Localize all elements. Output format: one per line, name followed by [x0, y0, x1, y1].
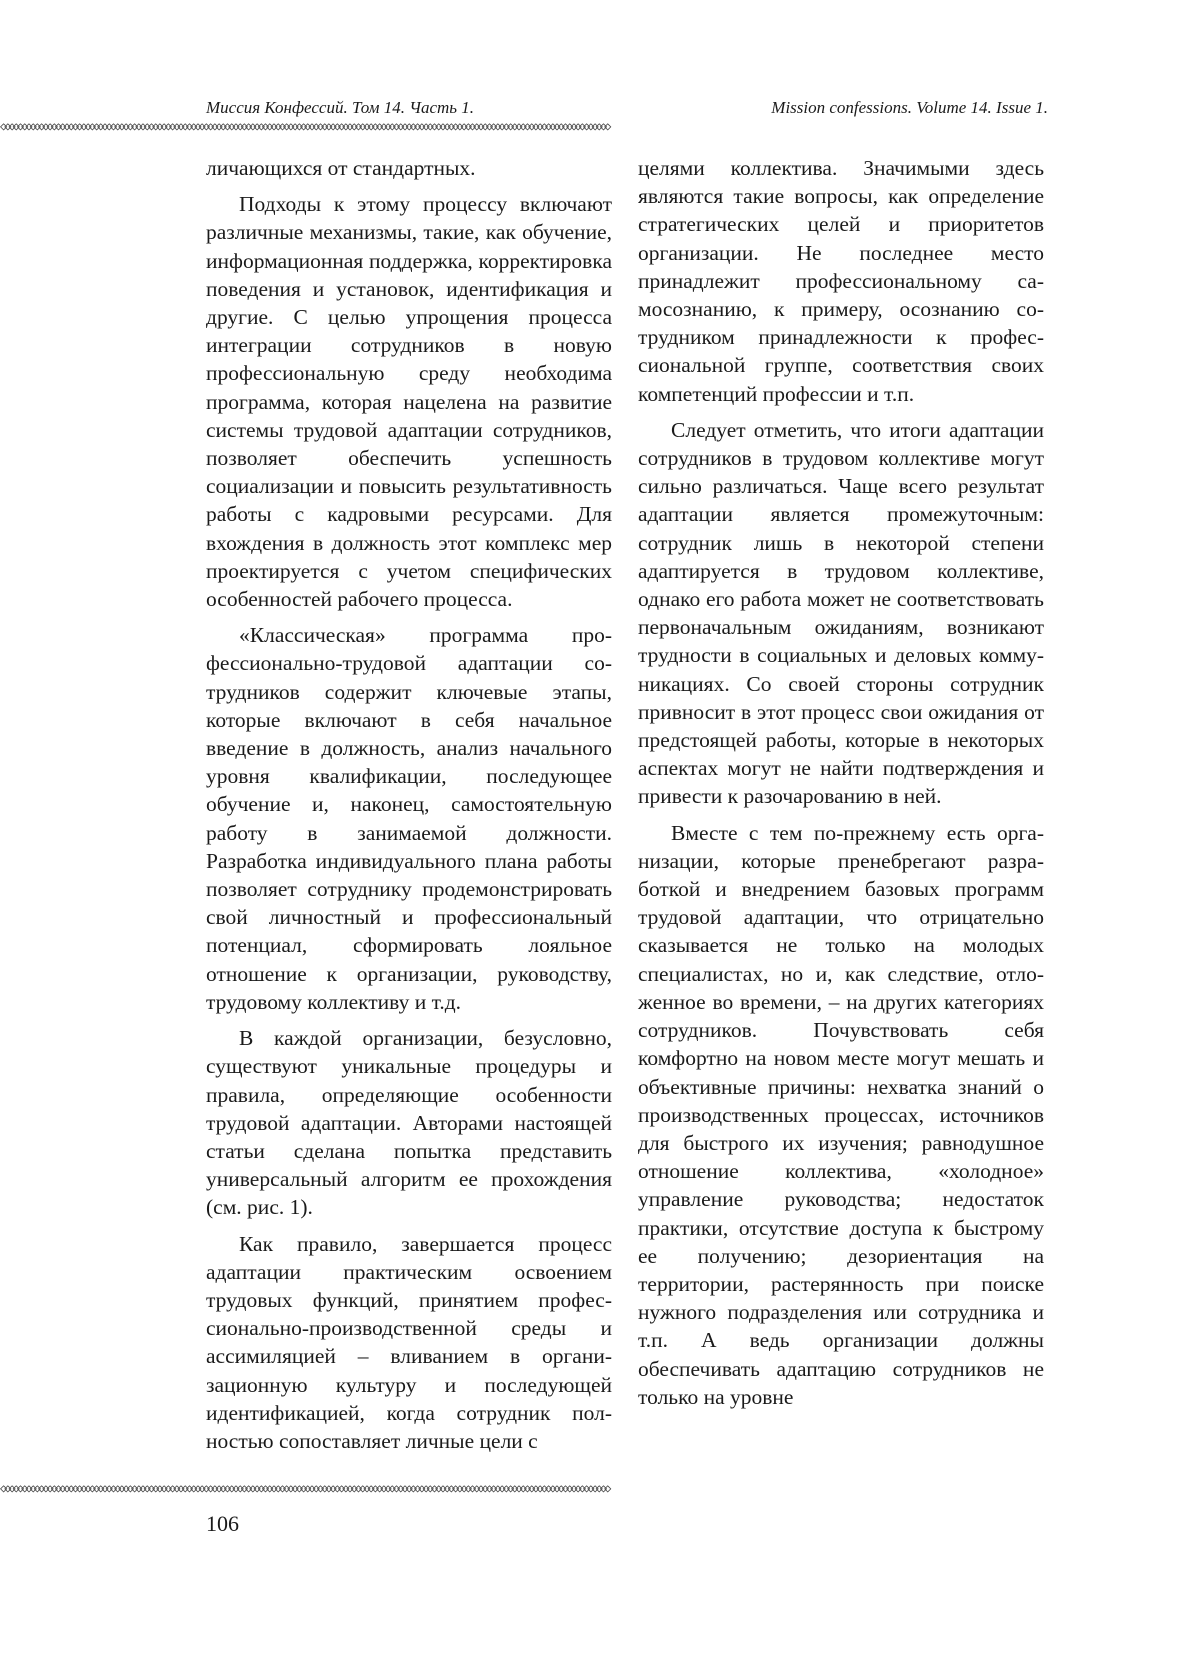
- paragraph: личающихся от стандартных.: [206, 156, 476, 180]
- paragraph: Подходы к этому процессу включают различные механизмы, такие, как обучение, информационная поддержка, корректировка поведения и установок, идентификация и другие. С целью упрощения процесса интеграции сотрудников в новую профессиональную среду необходима программа, которая нацелена на развитие системы трудовой адаптации сотрудников, позволяет обеспечить успешность социализации и повысить результативность работы с кадровыми ресурсами. Для вхождения в должность этот комплекс мер проектируется с учетом специфических особенностей рабочего процесса.: [206, 192, 612, 612]
- paragraph: Вместе с тем по-прежнему есть организации, которые пренебрегают разработкой и внедрением базовых программ трудовой адаптации, что отрицательно сказывается не только на молодых специалистах, но и, как следствие, отложенное во времени, – на других категориях сотрудников. Почувствовать себя комфортно на новом месте могут мешать и объективные причины: нехватка знаний о производственных процессах, источников для быстрого их изучения; равнодушное отношение коллектива, «холодное» управление руководства; недостаток практики, отсутствие доступа к быстрому ее получению; дезориентация на территории, растерянность при поиске нужного подразделения или сотрудника и т.п. А ведь организации должны обеспечивать адаптацию сотрудников не только на уровне: [638, 820, 1044, 1409]
- left-text-column: [206, 154, 612, 1474]
- journal-title-ru: Миссия Конфессий. Том 14. Часть 1.: [206, 98, 475, 117]
- paragraph: Как правило, завершается процесс адаптации практическим освоением трудовых функций, принятием профессионально-производственной среды и ассимиляцией – вливанием в организационную культуру и последующей идентификацией, когда сотрудник полностью сопоставляет личные цели с: [206, 1231, 612, 1453]
- paragraph: целями коллектива. Значимыми здесь являются такие вопросы, как определение стратегических целей и приоритетов организации. Не последнее место принадлежит профессиональному самосознанию, к примеру, осознанию сотрудником принадлежности к профессиональной группе, соответствия своих компетенций профессии и т.п.: [638, 156, 1044, 406]
- paragraph: В каждой организации, безусловно, существуют уникальные процедуры и правила, определяющие особенности трудовой адаптации. Авторами настоящей статьи сделана попытка представить универсальный алгоритм ее прохождения (см. рис. 1).: [206, 1026, 612, 1220]
- top-ornament-divider: ◇◇◇◇◇◇◇◇◇◇◇◇◇◇◇◇◇◇◇◇◇◇◇◇◇◇◇◇◇◇◇◇◇◇◇◇◇◇◇◇◇◇◇◇◇◇◇◇◇◇◇◇◇◇◇◇◇◇◇◇◇◇◇◇◇◇◇◇◇◇◇◇◇◇◇◇◇◇◇◇◇◇◇◇◇◇◇◇◇◇◇◇◇◇◇◇◇◇◇◇◇◇◇◇◇◇◇◇◇◇◇◇◇◇◇◇◇◇◇◇◇◇◇◇◇◇◇◇◇◇◇◇◇◇◇◇◇◇◇◇◇◇◇◇: [0, 119, 609, 133]
- page-number: 106: [206, 1511, 239, 1536]
- paragraph: Следует отметить, что итоги адаптации сотрудников в трудовом коллективе могут сильно различаться. Чаще всего результат адаптации является промежуточным: сотрудник лишь в некоторой степени адаптируется в трудовом коллективе, однако его работа может не соответствовать первоначальным ожиданиям, возникают трудности в социальных и деловых коммуникациях. Со своей стороны сотрудник привносит в этот процесс свои ожидания от предстоящей работы, которые в некоторых аспектах могут не найти подтверждения и привести к разочарованию в ней.: [638, 417, 1044, 809]
- right-text-column: [638, 154, 1044, 1474]
- running-header: [206, 96, 1048, 120]
- paragraph: «Классическая» программа профессионально-трудовой адаптации сотрудников содержит ключевые этапы, которые включают в себя начальное введение в должность, анализ начального уровня квалификации, последующее обучение и, наконец, самостоятельную работу в занимаемой должности. Разработка индивидуального плана работы позволяет сотруднику продемонстрировать свой личностный и профессиональный потенциал, сформировать лояльное отношение к организации, руководству, трудовому коллективу и т.д.: [206, 623, 612, 1014]
- bottom-ornament-divider: ◇◇◇◇◇◇◇◇◇◇◇◇◇◇◇◇◇◇◇◇◇◇◇◇◇◇◇◇◇◇◇◇◇◇◇◇◇◇◇◇◇◇◇◇◇◇◇◇◇◇◇◇◇◇◇◇◇◇◇◇◇◇◇◇◇◇◇◇◇◇◇◇◇◇◇◇◇◇◇◇◇◇◇◇◇◇◇◇◇◇◇◇◇◇◇◇◇◇◇◇◇◇◇◇◇◇◇◇◇◇◇◇◇◇◇◇◇◇◇◇◇◇◇◇◇◇◇◇◇◇◇◇◇◇◇◇◇◇◇◇◇◇◇◇: [0, 1481, 609, 1495]
- journal-title-en: Mission confessions. Volume 14. Issue 1.: [771, 98, 1048, 117]
